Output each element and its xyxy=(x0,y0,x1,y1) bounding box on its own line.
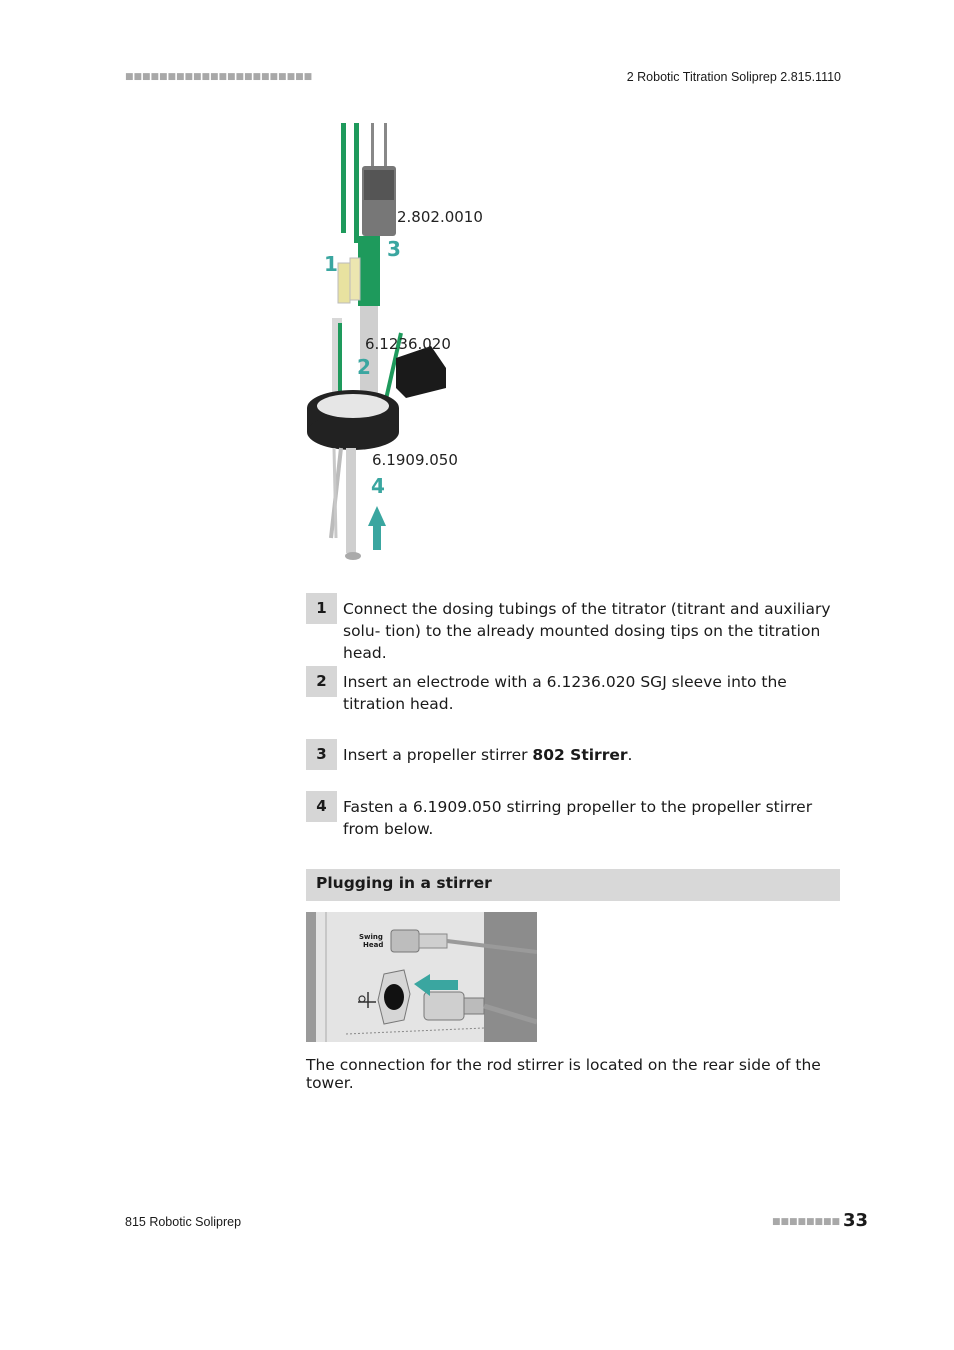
step-number: 4 xyxy=(306,791,337,822)
callout-stirrer: 2.802.0010 xyxy=(397,208,483,226)
step-text: Fasten a 6.1909.050 stirring propeller to the propeller stirrer from below. xyxy=(343,798,813,838)
swing-head-label xyxy=(359,933,383,949)
swing-label: Swing xyxy=(359,933,383,941)
footer-dots: ■■■■■■■■ xyxy=(772,1217,841,1227)
step-number: 2 xyxy=(306,666,337,697)
header-dots: ■■■■■■■■■■■■■■■■■■■■■■ xyxy=(125,72,313,82)
step-text: Insert an electrode with a 6.1236.020 SGJ sleeve into the titration head. xyxy=(343,673,787,713)
step-text-bold: 802 Stirrer xyxy=(532,746,628,764)
stirrer-connection-figure xyxy=(306,912,537,1042)
stirrer-connection-illustration xyxy=(306,912,537,1042)
head-label: Head xyxy=(363,941,384,949)
step-number: 3 xyxy=(306,739,337,770)
page-number: 33 xyxy=(843,1210,869,1231)
footer-product: 815 Robotic Soliprep xyxy=(125,1215,242,1229)
titration-head-figure xyxy=(306,118,496,568)
callout-sleeve: 6.1236.020 xyxy=(365,335,451,353)
figure-marker-4: 4 xyxy=(371,474,385,498)
section-heading: Plugging in a stirrer xyxy=(316,874,492,892)
figure-marker-2: 2 xyxy=(357,355,371,379)
step-text xyxy=(343,744,838,766)
step-number: 1 xyxy=(306,593,337,624)
body-paragraph: The connection for the rod stirrer is located on the rear side of the tower. xyxy=(306,1056,821,1092)
header-title: 2 Robotic Titration Soliprep 2.815.1110 xyxy=(626,70,841,84)
step-text: Connect the dosing tubings of the titrator (titrant and auxiliary solu- tion) to the already mounted dosing tips on the titration head. xyxy=(343,600,831,662)
step-text-after: . xyxy=(627,746,633,764)
step-text-before: Insert a propeller stirrer xyxy=(343,746,533,764)
figure-marker-3: 3 xyxy=(387,237,401,261)
section-heading-bar xyxy=(306,869,840,901)
callout-propeller: 6.1909.050 xyxy=(372,451,458,469)
figure-marker-1: 1 xyxy=(324,252,338,276)
